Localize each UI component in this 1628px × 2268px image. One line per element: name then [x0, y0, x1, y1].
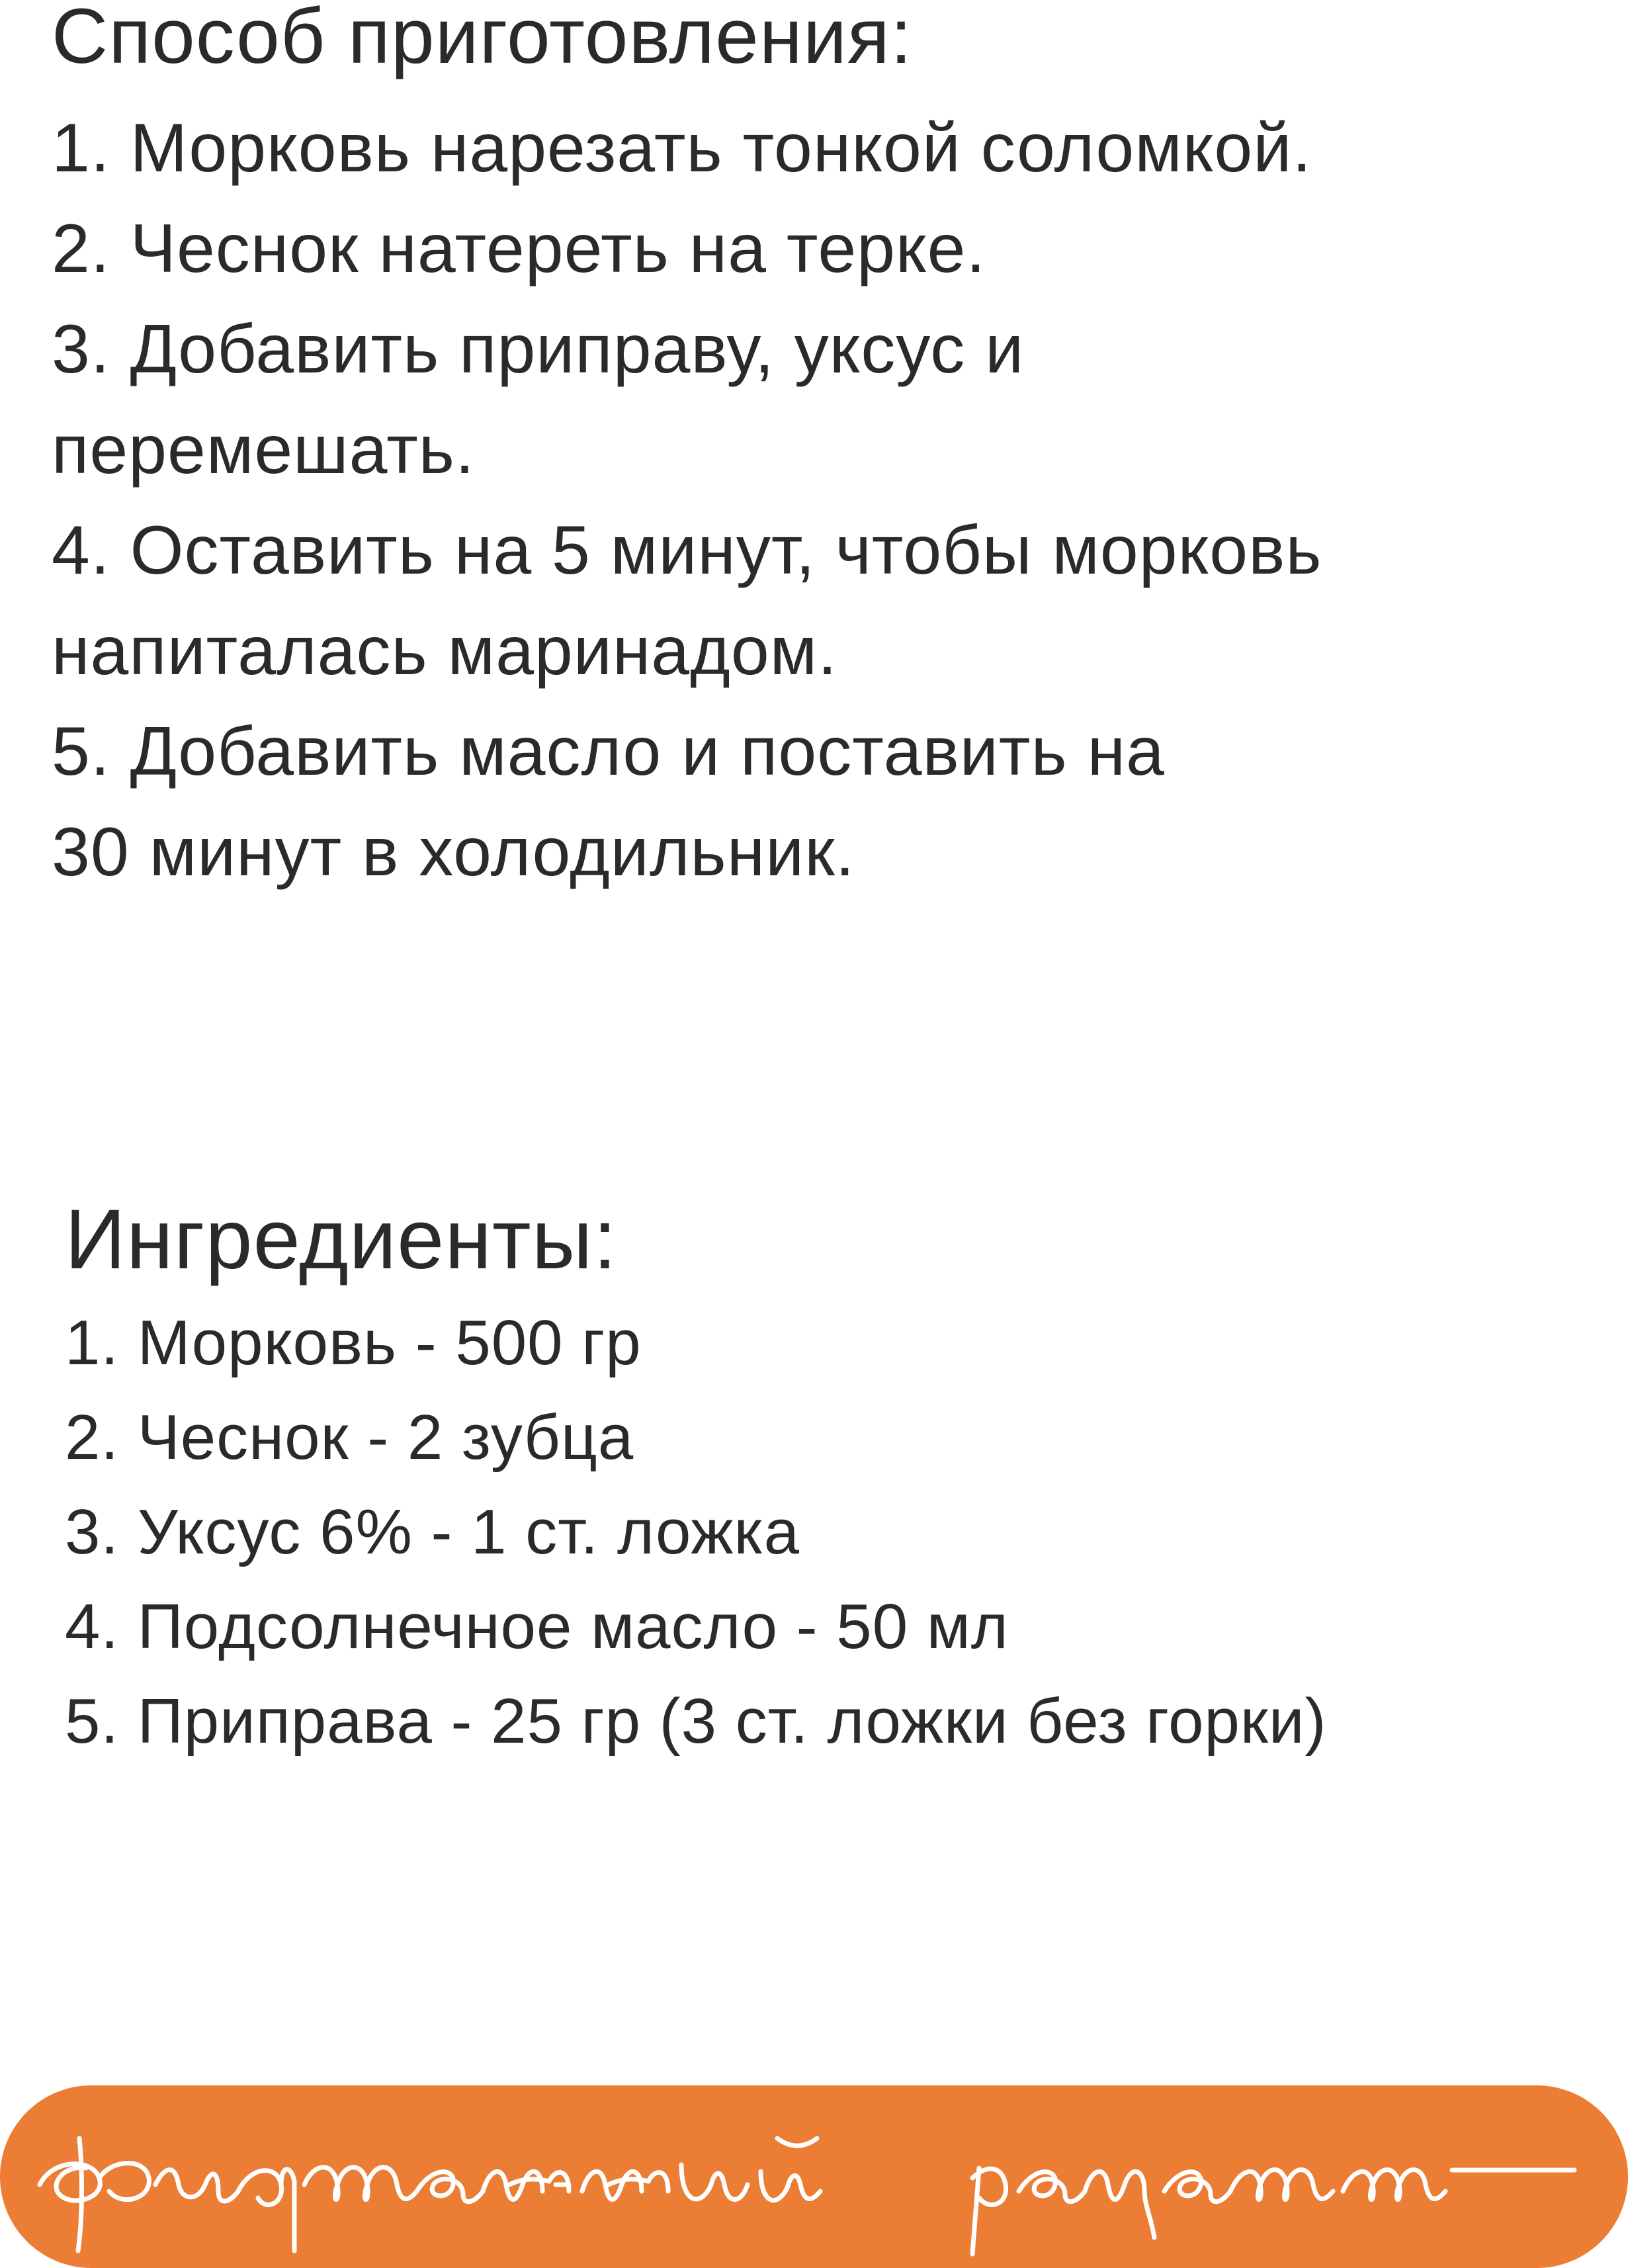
method-line: перемешать. — [52, 412, 475, 488]
ingredient-line: 3. Уксус 6% - 1 ст. ложка — [65, 1497, 800, 1567]
method-line: 5. Добавить масло и поставить на — [52, 713, 1165, 790]
signature-recipe-script-logo — [0, 2085, 1628, 2268]
method-section — [52, 0, 1628, 902]
ingredient-line: 4. Подсолнечное масло - 50 мл — [65, 1591, 1009, 1662]
method-heading: Способ приготовления: — [52, 0, 913, 80]
method-line: 30 минут в холодильник. — [52, 814, 855, 891]
ingredient-line: 5. Приправа - 25 гр (3 ст. ложки без горки) — [65, 1686, 1327, 1757]
method-line: 4. Оставить на 5 минут, чтобы морковь — [52, 512, 1322, 589]
method-line: 1. Морковь нарезать тонкой соломкой. — [52, 110, 1312, 187]
ingredient-line: 2. Чеснок - 2 зубца — [65, 1402, 634, 1473]
ingredients-section — [65, 1184, 1628, 1768]
method-line: 2. Чеснок натереть на терке. — [52, 210, 986, 287]
signature-recipe-banner — [0, 2085, 1628, 2268]
ingredients-heading: Ингредиенты: — [65, 1192, 618, 1287]
ingredient-line: 1. Морковь - 500 гр — [65, 1307, 642, 1378]
method-line: напиталась маринадом. — [52, 613, 838, 689]
method-line: 3. Добавить приправу, уксус и — [52, 311, 1025, 388]
